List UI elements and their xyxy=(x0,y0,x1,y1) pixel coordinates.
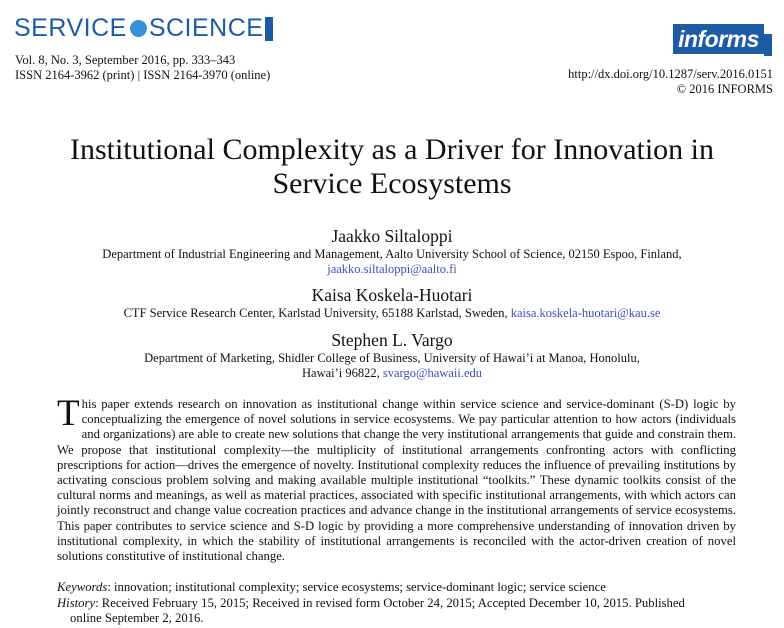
author-affiliation: CTF Service Research Center, Karlstad University, 65188 Karlstad, Sweden, xyxy=(123,306,508,320)
history-label: History xyxy=(57,596,96,610)
author-name: Kaisa Koskela-Huotari xyxy=(311,285,473,305)
abstract xyxy=(57,393,736,564)
journal-logo xyxy=(14,14,273,43)
author-email[interactable]: svargo@hawaii.edu xyxy=(382,366,482,380)
author-name: Jaakko Siltaloppi xyxy=(331,226,453,246)
keywords: Keywords: innovation; institutional complexity; service ecosystems; service-dominant logic; service science xyxy=(57,580,606,594)
journal-logo-part2: SCIENCE xyxy=(148,14,264,42)
copyright: © 2016 INFORMS xyxy=(676,82,773,96)
author-affiliation-line xyxy=(0,306,784,321)
author-email[interactable]: kaisa.koskela-huotari@kau.se xyxy=(510,306,661,320)
author-3 xyxy=(0,330,784,381)
author-affiliation: Department of Industrial Engineering and Management, Aalto University School of Science, 02150 Espoo, Finland, xyxy=(102,247,682,261)
publisher-logo: informs xyxy=(673,24,764,54)
history-text-continued: online September 2, 2016. xyxy=(70,611,204,626)
abstract-dropcap: T xyxy=(57,393,80,434)
doi-meta xyxy=(568,67,773,97)
history-text: Received February 15, 2015; Received in revised form October 24, 2015; Accepted December 10, 2015. Published xyxy=(101,596,685,610)
logo-dot-icon xyxy=(130,20,147,37)
title-line-2: Service Ecosystems xyxy=(272,167,512,200)
keywords-text: innovation; institutional complexity; service ecosystems; service-dominant logic; service science xyxy=(113,580,606,594)
issn-line: ISSN 2164-3962 (print) | ISSN 2164-3970 (online) xyxy=(15,68,271,82)
author-email[interactable]: jaakko.siltaloppi@aalto.fi xyxy=(327,262,457,276)
paper-title xyxy=(0,133,784,201)
author-affiliation: Department of Marketing, Shidler College of Business, University of Hawai’i at Manoa, Honolulu, xyxy=(144,351,640,365)
journal-meta xyxy=(15,53,270,83)
title-line-1: Institutional Complexity as a Driver for Innovation in xyxy=(69,133,715,166)
author-affiliation-line xyxy=(0,366,784,381)
abstract-text: his paper extends research on innovation as institutional change within service science and service-dominant (S-D) logic by conceptualizing the emergence of novel solutions in service ecosystems. We pay particular attention to how actors (individuals and organizations) are able to create new solutions that change the very institutional arrangements that guide and constrain them. We propose that institutional complexity—the multiplicity of institutional arrangements confronting actors with conflicting prescriptions for action—drives the emergence of novelty. Institutional complexity reduces the influence of prevailing institutions by activating conscious problem solving and making available multiple institutional “toolkits.” These dynamic toolkits consist of the cultural norms and meanings, as well as material practices, associated with specific institutional arrangements, with which actors can jointly reconstruct and change value cocreation practices and advance change in the institutional arrangements of service ecosystems. This paper contributes to service science and S-D logic by providing a more comprehensive understanding of innovation driven by institutional complexity, in which the stability of institutional arrangements is reconciled with the actor-driven creation of novel solutions constitutive of institutional change. xyxy=(57,397,736,564)
doi-link[interactable]: http://dx.doi.org/10.1287/serv.2016.0151 xyxy=(568,67,773,81)
history: History: Received February 15, 2015; Received in revised form October 24, 2015; Accepted December 10, 2015. Published online September 2, 2016. xyxy=(57,596,736,626)
author-2 xyxy=(0,285,784,321)
journal-logo-part1: SERVICE xyxy=(14,14,127,42)
author-name: Stephen L. Vargo xyxy=(331,330,453,350)
volume-line: Vol. 8, No. 3, September 2016, pp. 333–343 xyxy=(15,53,236,67)
keywords-label: Keywords xyxy=(57,580,108,594)
author-1 xyxy=(0,226,784,277)
logo-bar-icon xyxy=(265,17,273,41)
author-affiliation-2: Hawai’i 96822, xyxy=(302,366,380,380)
